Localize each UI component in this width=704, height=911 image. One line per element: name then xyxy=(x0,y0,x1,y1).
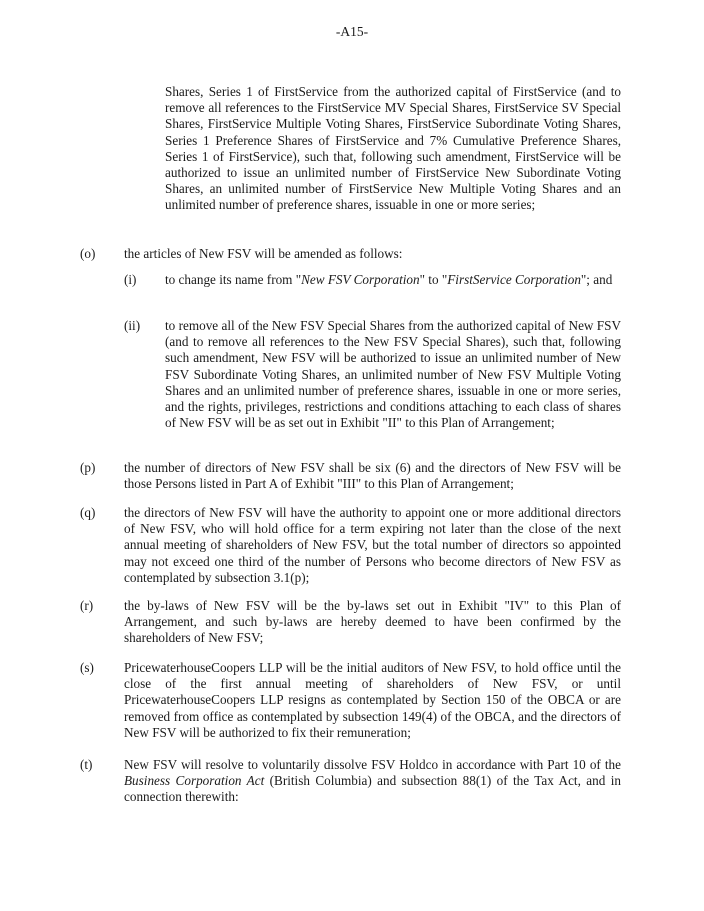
item-text-o: the articles of New FSV will be amended as follows: xyxy=(124,246,403,261)
item-text-r: the by-laws of New FSV will be the by-laws set out in Exhibit "IV" to this Plan of Arrangement, and such by-laws are hereby deemed to have been confirmed by the shareholders of New FSV; xyxy=(124,598,621,646)
subitem-label-i: (i) xyxy=(124,272,137,287)
item-label-p: (p) xyxy=(80,460,96,475)
subitem-text-i: to change its name from "New FSV Corporation" to "FirstService Corporation"; and xyxy=(165,272,613,287)
item-label-r: (r) xyxy=(80,598,94,613)
continuation-paragraph: Shares, Series 1 of FirstService from the authorized capital of FirstService (and to remove all references to the FirstService MV Special Shares, FirstService SV Special Shares, FirstService Multiple Voting Shares, FirstService Subordinate Voting Shares, Series 1 Preference Shares of FirstService and 7% Cumulative Preference Shares, Series 1 of FirstService), such that, following such amendment, FirstService will be authorized to issue an unlimited number of FirstService New Subordinate Voting Shares, an unlimited number of FirstService New Multiple Voting Shares and an unlimited number of preference shares, issuable in one or more series; xyxy=(165,84,621,213)
page-number: -A15- xyxy=(335,24,369,39)
subitem-text-ii: to remove all of the New FSV Special Shares from the authorized capital of New FSV (and to remove all references to the New FSV Special Shares), such that, following such amendment, New FSV will be authorized to issue an unlimited number of New FSV Subordinate Voting Shares, an unlimited number of New FSV Multiple Voting Shares and an unlimited number of preference shares, issuable in one or more series, and the rights, privileges, restrictions and conditions attaching to each class of shares of New FSV will be as set out in Exhibit "II" to this Plan of Arrangement; xyxy=(165,318,621,431)
item-label-o: (o) xyxy=(80,246,96,261)
old-company-name: New FSV Corporation xyxy=(301,272,420,287)
new-company-name: FirstService Corporation xyxy=(447,272,581,287)
item-text-p: the number of directors of New FSV shall be six (6) and the directors of New FSV will be those Persons listed in Part A of Exhibit "III" to this Plan of Arrangement; xyxy=(124,460,621,492)
item-text-q: the directors of New FSV will have the authority to appoint one or more additional directors of New FSV, who will hold office for a term expiring not later than the close of the next annual meeting of shareholders of New FSV, but the total number of directors so appointed may not exceed one third of the number of Persons who become directors of New FSV as contemplated by subsection 3.1(p); xyxy=(124,505,621,585)
item-text-s: PricewaterhouseCoopers LLP will be the initial auditors of New FSV, to hold office until the close of the first annual meeting of shareholders of New FSV, or until PricewaterhouseCoopers LLP resigns as contemplated by Section 150 of the OBCA or are removed from office as contemplated by subsection 149(4) of the OBCA, and the directors of New FSV will be authorized to fix their remuneration; xyxy=(124,660,621,740)
item-label-s: (s) xyxy=(80,660,94,675)
subitem-label-ii: (ii) xyxy=(124,318,141,333)
act-name: Business Corporation Act xyxy=(124,773,265,789)
item-text-t: New FSV will resolve to voluntarily dissolve FSV Holdco in accordance with Part 10 of the Business Corporation Act (British Columbia) and subsection 88(1) of the Tax Act, and in connection therewith: xyxy=(124,757,621,805)
item-label-t: (t) xyxy=(80,757,93,772)
item-label-q: (q) xyxy=(80,505,96,520)
